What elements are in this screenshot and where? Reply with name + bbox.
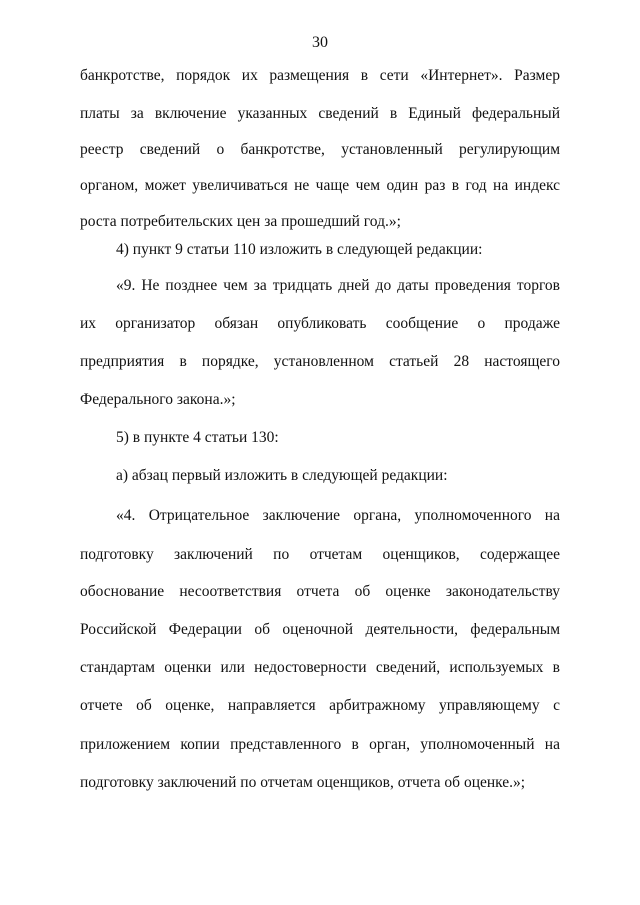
page-number: 30 [312, 34, 328, 51]
text-line: приложением копии представленного в орган, уполномоченный на [80, 736, 560, 753]
text-line: Российской Федерации об оценочной деятельности, федеральным [80, 621, 560, 638]
text-line: предприятия в порядке, установленном статьей 28 настоящего [80, 353, 560, 370]
text-line: органом, может увеличиваться не чаще чем один раз в год на индекс [80, 177, 560, 194]
text-line: реестр сведений о банкротстве, установленный регулирующим [80, 141, 560, 158]
text-line: «9. Не позднее чем за тридцать дней до даты проведения торгов [116, 277, 560, 294]
list-item: 5) в пункте 4 статьи 130: [116, 429, 279, 446]
text-line: подготовку заключений по отчетам оценщиков, содержащее [80, 546, 560, 563]
text-line: обоснование несоответствия отчета об оценке законодательству [80, 583, 560, 600]
text-line: банкротстве, порядок их размещения в сети «Интернет». Размер [80, 67, 560, 84]
text-line: «4. Отрицательное заключение органа, уполномоченного на [116, 507, 560, 524]
text-line: стандартам оценки или недостоверности сведений, используемых в [80, 659, 560, 676]
list-item: а) абзац первый изложить в следующей редакции: [116, 467, 448, 484]
text-line: Федерального закона.»; [80, 391, 236, 408]
list-item: 4) пункт 9 статьи 110 изложить в следующей редакции: [116, 241, 483, 258]
text-line: отчете об оценке, направляется арбитражному управляющему с [80, 697, 560, 714]
text-line: их организатор обязан опубликовать сообщение о продаже [80, 315, 560, 332]
text-line: подготовку заключений по отчетам оценщиков, отчета об оценке.»; [80, 774, 526, 791]
text-line: роста потребительских цен за прошедший год.»; [80, 213, 401, 230]
text-line: платы за включение указанных сведений в Единый федеральный [80, 105, 560, 122]
